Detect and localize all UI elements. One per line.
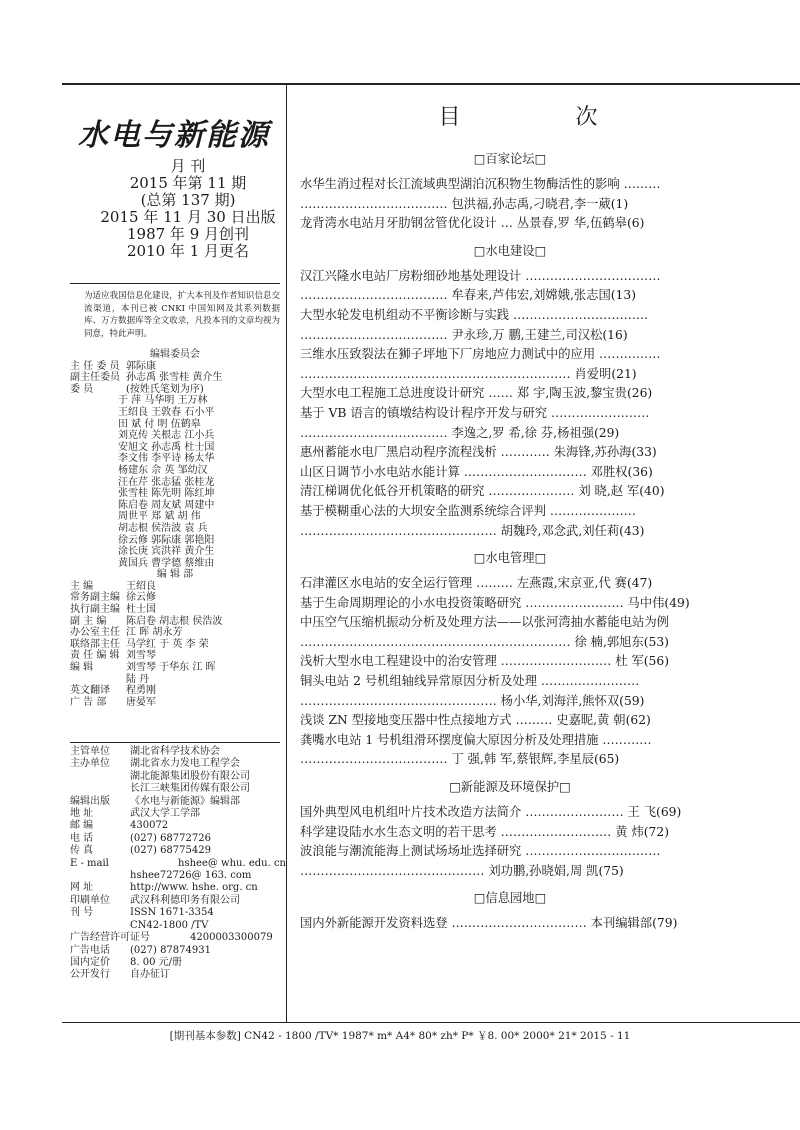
publisher-row — [70, 808, 286, 820]
publisher-row — [70, 957, 286, 969]
editorial-row — [70, 662, 280, 674]
role-names: 徐云修 — [126, 592, 156, 604]
publisher-key: 传 真 — [70, 845, 94, 857]
board-role-row — [70, 372, 280, 384]
role-names: 江 晖 胡永芳 — [126, 627, 183, 639]
toc-entry-line[interactable]: ……………………………… 丁 强,韩 军,蔡银辉,李星辰(65) — [300, 752, 620, 767]
frequency: 月 刊 — [170, 157, 206, 175]
board-member-line: 周世平 郑 斌 胡 伟 — [118, 511, 201, 523]
role-names: 王绍良 — [126, 580, 156, 592]
publisher-key: 网 址 — [70, 882, 94, 894]
total-issue: (总第 137 期) — [140, 191, 236, 209]
toc-entry-line[interactable]: 科学建设陆水水生态文明的若干思考 ……………………… 黄 炜(72) — [300, 824, 669, 839]
toc-entry-line[interactable]: 浅析大型水电工程建设中的治安管理 ……………………… 杜 军(56) — [300, 654, 669, 669]
role-title: 常务副主编 — [70, 592, 120, 604]
journal-logo: 水电与新能源 — [78, 118, 270, 153]
publisher-row — [70, 870, 286, 882]
publisher-value: 8. 00 元/册 — [130, 956, 182, 968]
role-names: (按姓氏笔划为序) — [126, 383, 204, 395]
toc-entry-line[interactable]: ………………………………………… 胡魏玲,邓念武,刘任莉(43) — [300, 523, 645, 538]
role-names: 程勇刚 — [126, 685, 156, 697]
publisher-value: 武汉科利德印务有限公司 — [130, 894, 240, 906]
publisher-row — [70, 932, 286, 944]
toc-entry-line[interactable]: ……………………………… 李逸之,罗 希,徐 芬,杨祖强(29) — [300, 425, 620, 440]
editorial-row — [70, 697, 280, 709]
toc-entry-line[interactable]: 石津灌区水电站的安全运行管理 ……… 左燕霞,宋京亚,代 赛(47) — [300, 576, 653, 591]
editorial-row — [70, 674, 280, 686]
publisher-row — [70, 783, 286, 795]
issue-number: 2015 年第 11 期 — [129, 174, 247, 192]
publisher-value: 长江三峡集团传媒有限公司 — [130, 783, 250, 795]
toc-entry-line[interactable]: 基于模糊重心法的大坝安全监测系统综合评判 ………………… — [300, 503, 636, 518]
publisher-row — [70, 858, 286, 870]
editorial-board — [70, 349, 280, 708]
toc-entry-line[interactable]: 浅谈 ZN 型接地变压器中性点接地方式 ……… 史嘉昵,黄 朝(62) — [300, 713, 651, 728]
role-title — [70, 674, 126, 686]
board-member-line: 黄国兵 曹学德 蔡维由 — [118, 557, 215, 569]
toc-entry-line[interactable]: ………………………………………………………… 肖爱明(21) — [300, 366, 637, 381]
publisher-row — [70, 845, 286, 857]
toc-entry-line[interactable]: 龙背湾水电站月牙肋钢岔管优化设计 … 丛景春,罗 华,伍鹤皋(6) — [300, 216, 645, 231]
board-member-line: 涂长庚 宾洪祥 黄介生 — [118, 546, 215, 558]
editorial-row — [70, 592, 280, 604]
toc-entry-line[interactable]: ……………………………… 尹永珍,万 鹏,王建兰,司汉松(16) — [300, 327, 628, 342]
publisher-row — [70, 907, 286, 919]
role-title: 办公室主任 — [70, 627, 120, 639]
role-names: 陆 丹 — [126, 673, 150, 685]
toc-section-heading: □水电管理□ — [473, 551, 547, 566]
publisher-key: E - mail — [70, 857, 109, 869]
publisher-row — [70, 920, 286, 932]
editorial-heading: 编 辑 部 — [156, 569, 194, 581]
publisher-value: 《水电与新能源》编辑部 — [130, 795, 240, 807]
publisher-key: 刊 号 — [70, 907, 94, 919]
role-title: 副主任委员 — [70, 372, 120, 384]
toc-section-heading: □百家论坛□ — [473, 152, 547, 166]
role-names: 陈启卷 胡志根 侯浩波 — [126, 615, 223, 627]
board-member-line: 胡志根 侯浩波 袁 兵 — [118, 522, 208, 534]
publisher-value: (027) 68775429 — [130, 845, 211, 857]
bottom-rule — [62, 1022, 800, 1023]
publisher-row — [70, 895, 286, 907]
publisher-key: 广告经营许可证号 — [70, 932, 150, 944]
publish-date: 2015 年 11 月 30 日出版 — [100, 208, 276, 226]
toc-entry-line[interactable]: 大型水电工程施工总进度设计研究 …… 郑 宇,陶玉波,黎宝贵(26) — [300, 386, 653, 401]
toc-entry-line[interactable]: 基于 VB 语言的镇墩结构设计程序开发与研究 …………………… — [300, 405, 650, 420]
toc-entry-line[interactable]: 中压空气压缩机振动分析及处理方法——以张河湾抽水蓄能电站为例 — [300, 615, 669, 630]
role-names: 唐晏军 — [126, 696, 156, 708]
editorial-row — [70, 581, 280, 593]
toc-entry-line[interactable]: 惠州蓄能水电厂黑启动程序流程浅析 ………… 朱海锋,苏孙海(33) — [300, 445, 657, 460]
publisher-key: 广告电话 — [70, 944, 110, 956]
publisher-value: (027) 68772726 — [130, 832, 211, 844]
publisher-value: 430072 — [130, 820, 169, 832]
toc-entry-line[interactable]: ……………………………… 包洪福,孙志禹,刁晓君,李一葳(1) — [300, 196, 629, 211]
board-role-row — [70, 384, 280, 396]
publisher-value: hshee72726@ 163. com — [130, 870, 252, 882]
role-names: 马学红 于 英 李 荣 — [126, 638, 209, 650]
publisher-value: ISSN 1671-3354 — [130, 907, 214, 919]
role-title: 广 告 部 — [70, 696, 107, 708]
publisher-key — [70, 870, 130, 882]
publisher-value: hshee@ whu. edu. cn — [178, 857, 286, 869]
table-of-contents — [300, 150, 720, 934]
publisher-key: 主办单位 — [70, 758, 110, 770]
copyright-notice: 为适应我国信息化建设，扩大本刊及作者知识信息交流渠道，本刊已被 CNKI 中国知网及其系列数据库、万方数据库等全文收录，凡投本刊的文章均视为同意，特此声明。 — [84, 291, 280, 339]
publisher-value: http://www. hshe. org. cn — [130, 882, 258, 894]
role-names: 刘雪琴 于华东 江 晖 — [126, 662, 216, 674]
board-member-line: 张雪桂 陈先明 陈红坤 — [118, 488, 215, 500]
toc-entry-line[interactable]: 国外典型风电机组叶片技术改造方法简介 …………………… 王 飞(69) — [300, 805, 682, 820]
publisher-row — [70, 882, 286, 894]
role-names: 孙志禹 张雪桂 黄介生 — [126, 372, 223, 384]
publisher-key: 邮 编 — [70, 820, 94, 832]
board-member-line: 徐云修 郭际康 郭艳阳 — [118, 534, 215, 546]
toc-title: 目 次 — [438, 105, 652, 130]
editorial-row — [70, 639, 280, 651]
editorial-row — [70, 604, 280, 616]
publisher-key: 公开发行 — [70, 969, 110, 981]
publisher-value: 4200003300079 — [190, 932, 273, 944]
board-member-line: 刘克传 关根志 江小兵 — [118, 430, 215, 442]
role-names: 杜士国 — [126, 604, 156, 616]
toc-entry-line[interactable]: 铜头电站 2 号机组轴线异常原因分析及处理 …………………… — [300, 674, 640, 689]
publisher-row — [70, 969, 286, 981]
board-heading: 编辑委员会 — [150, 349, 200, 360]
editorial-row — [70, 627, 280, 639]
board-member-line: 汪在芹 张志猛 张桂龙 — [118, 476, 215, 488]
toc-entry-line[interactable]: ……………………………………… 刘功鹏,孙晓娟,周 凯(75) — [300, 863, 624, 878]
role-title: 委 员 — [70, 383, 94, 395]
publisher-key — [70, 920, 130, 932]
toc-entry-line[interactable]: 基于生命周期理论的小水电投资策略研究 …………………… 马中伟(49) — [300, 595, 690, 610]
publisher-row — [70, 945, 286, 957]
board-member-line: 李文伟 李平诗 杨太华 — [118, 453, 215, 465]
publisher-key — [70, 783, 130, 795]
role-title: 执行副主编 — [70, 604, 120, 616]
publisher-key: 主管单位 — [70, 746, 110, 757]
toc-entry-line[interactable]: 山区日调节小水电站水能计算 ………………………… 邓胜权(36) — [300, 464, 653, 479]
role-title: 主 任 委 员 — [70, 360, 120, 372]
publisher-row — [70, 833, 286, 845]
toc-entry-line[interactable]: ……………………………… 牟春来,芦伟宏,刘嫦娥,张志国(13) — [300, 288, 637, 303]
toc-section-heading: □新能源及环境保护□ — [449, 780, 571, 795]
publisher-key — [70, 771, 130, 783]
board-member-line: 陈启卷 周友斌 周建中 — [118, 499, 215, 511]
publisher-value: 自办征订 — [130, 969, 170, 981]
publisher-key: 印刷单位 — [70, 894, 110, 906]
editorial-row — [70, 616, 280, 628]
board-member-line: 杨建东 佘 英 邹幼汉 — [118, 464, 208, 476]
publisher-row — [70, 758, 286, 770]
publisher-row — [70, 746, 286, 758]
role-names: 刘雪琴 — [126, 650, 156, 662]
board-member-line: 于 萍 马华明 王万林 — [118, 395, 208, 407]
board-role-row — [70, 361, 280, 373]
board-member-line: 王绍良 王敦春 石小平 — [118, 406, 215, 418]
founded-date: 1987 年 9 月创刊 — [126, 225, 250, 243]
publisher-value: 湖北省科学技术协会 — [130, 746, 220, 757]
publisher-value: 湖北省水力发电工程学会 — [130, 758, 240, 770]
divider — [70, 742, 280, 743]
role-title: 联络部主任 — [70, 638, 120, 650]
publisher-row — [70, 771, 286, 783]
publisher-value: 湖北能源集团股份有限公司 — [130, 770, 250, 782]
journal-parameters: [期刊基本参数] CN42 - 1800 /TV* 1987* m* A4* 80* zh* P* ￥8. 00* 2000* 21* 2015 - 11 — [169, 1030, 631, 1042]
top-rule — [62, 83, 800, 85]
editorial-row — [70, 650, 280, 662]
publisher-value: CN42-1800 /TV — [130, 919, 209, 931]
publisher-key: 电 话 — [70, 832, 94, 844]
toc-entry-line[interactable]: 三维水压致裂法在狮子坪地下厂房地应力测试中的应用 …………… — [300, 347, 661, 362]
publisher-row — [70, 820, 286, 832]
toc-entry-line[interactable]: ………………………………………… 杨小华,刘海洋,熊怀双(59) — [300, 693, 645, 708]
role-title: 编 辑 — [70, 662, 94, 674]
toc-section-heading: □水电建设□ — [473, 243, 547, 258]
publisher-value: (027) 87874931 — [130, 944, 211, 956]
publisher-key: 地 址 — [70, 808, 94, 820]
toc-entry-line[interactable]: ………………………………………………………… 徐 楠,郭旭东(53) — [300, 634, 669, 649]
board-member-line: 田 斌 付 明 伍鹤皋 — [118, 418, 201, 430]
publisher-row — [70, 796, 286, 808]
masthead-info — [88, 158, 288, 260]
toc-entry-line[interactable]: 汉江兴隆水电站厂房粉细砂地基处理设计 …………………………… — [300, 268, 661, 283]
editorial-row — [70, 685, 280, 697]
toc-entry-line[interactable]: 水华生消过程对长江流域典型湖泊沉积物生物酶活性的影响 ……… — [300, 177, 661, 191]
role-title: 英文翻译 — [70, 685, 110, 697]
toc-entry-line[interactable]: 国内外新能源开发资料选登 …………………………… 本刊编辑部(79) — [300, 916, 678, 931]
divider — [70, 283, 280, 284]
toc-entry-line[interactable]: 波浪能与潮流能海上测试场场址选择研究 …………………………… — [300, 844, 661, 859]
role-names: 郭际康 — [126, 360, 156, 372]
role-title: 主 编 — [70, 580, 94, 592]
role-title: 责 任 编 辑 — [70, 650, 120, 662]
publisher-info — [70, 746, 286, 982]
renamed-date: 2010 年 1 月更名 — [126, 242, 250, 260]
publisher-key: 国内定价 — [70, 956, 110, 968]
role-title: 副 主 编 — [70, 615, 107, 627]
toc-entry-line[interactable]: 清江梯调优化低谷开机策略的研究 ………………… 刘 晓,赵 军(40) — [300, 484, 665, 499]
publisher-key: 编辑出版 — [70, 795, 110, 807]
toc-entry-line[interactable]: 大型水轮发电机组动不平衡诊断与实践 …………………………… — [300, 307, 649, 322]
toc-entry-line[interactable]: 龚嘴水电站 1 号机组滑环摆度偏大原因分析及处理措施 ………… — [300, 732, 652, 747]
toc-section-heading: □信息园地□ — [473, 891, 547, 906]
board-member-line: 安旭文 孙志禹 杜士国 — [118, 441, 215, 453]
publisher-value: 武汉大学工学部 — [130, 808, 200, 820]
